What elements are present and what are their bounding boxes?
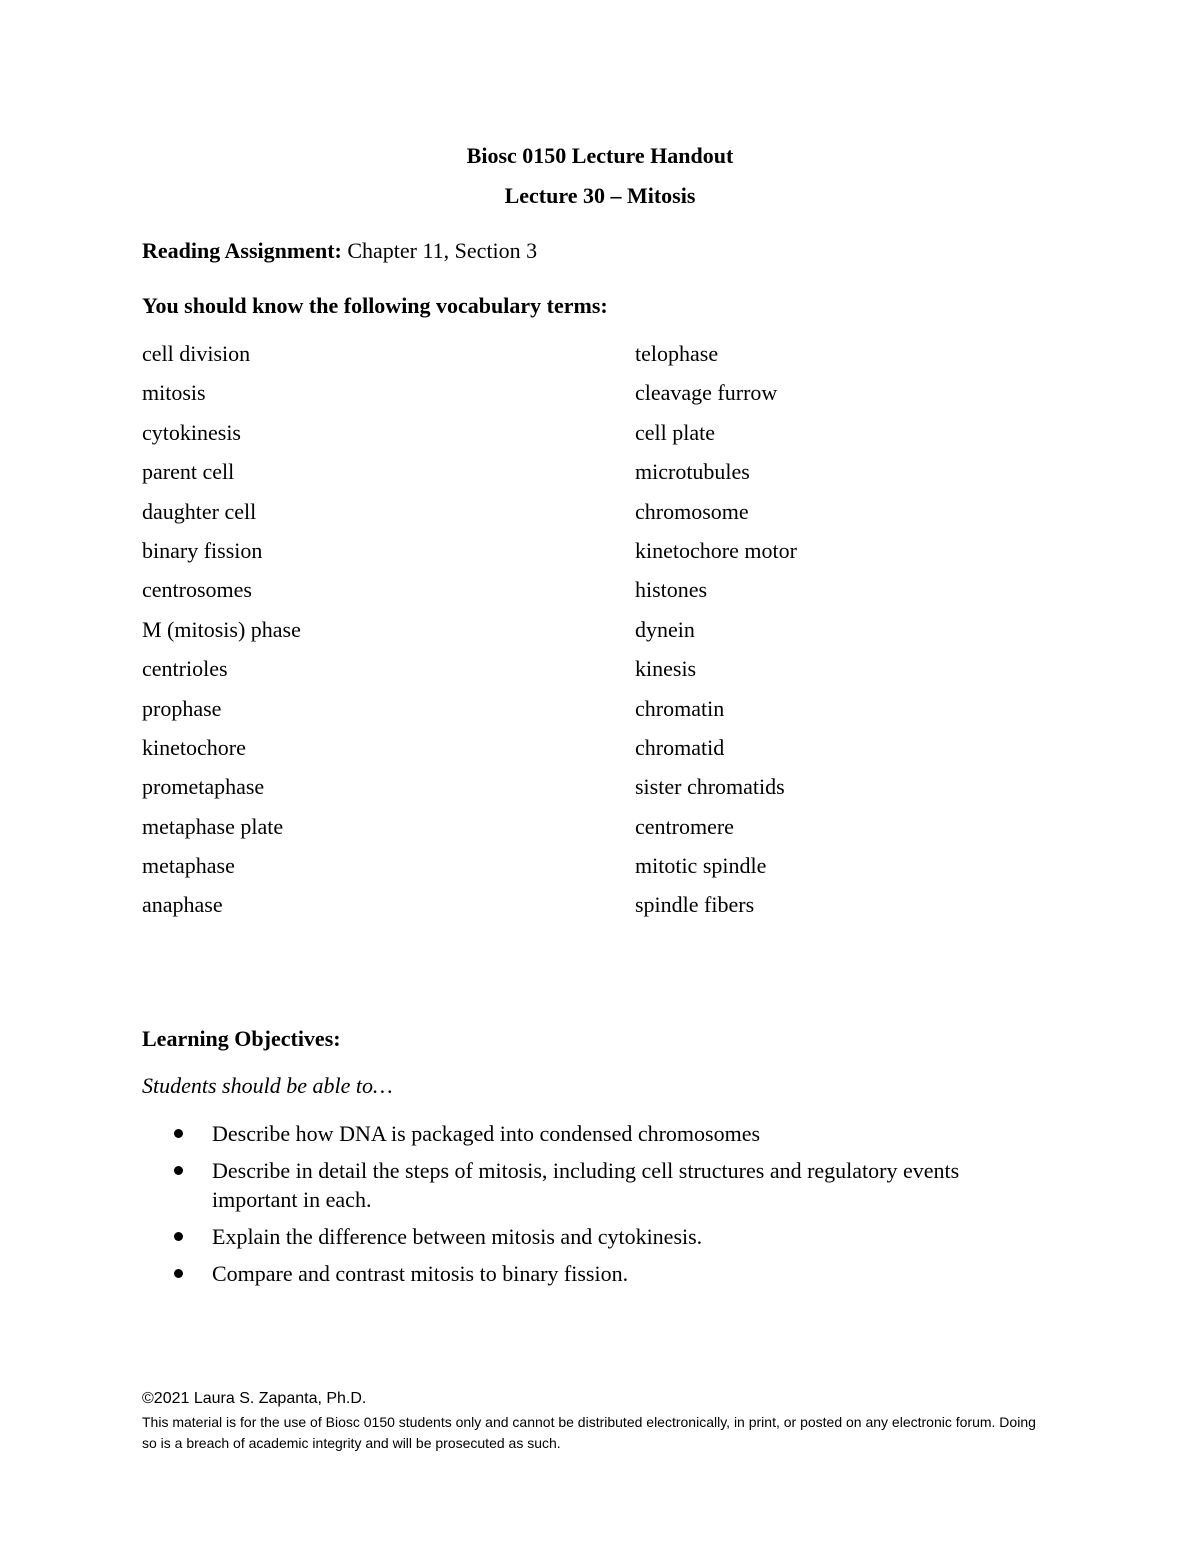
vocab-term: kinetochore	[142, 734, 246, 760]
vocab-term: telophase	[635, 341, 719, 366]
vocab-term: chromatin	[635, 695, 725, 721]
vocab-list-right	[635, 340, 797, 931]
vocab-term: microtubules	[635, 459, 750, 485]
bullet-icon	[174, 1269, 183, 1278]
vocab-term: histones	[635, 577, 708, 603]
vocab-term: binary fission	[142, 537, 263, 563]
vocab-term: cleavage furrow	[635, 380, 778, 406]
vocab-term: centrosomes	[142, 577, 252, 603]
vocab-term: kinetochore motor	[635, 537, 797, 563]
reading-assignment-label: Reading Assignment:	[142, 238, 342, 263]
learning-objectives-heading: Learning Objectives:	[142, 1026, 341, 1051]
vocab-term: chromatid	[635, 734, 725, 760]
vocab-term: metaphase	[142, 853, 235, 879]
vocab-term: prometaphase	[142, 774, 265, 800]
vocab-term: centromere	[635, 813, 734, 839]
vocab-list-left	[142, 340, 301, 931]
vocab-term: dynein	[635, 616, 695, 642]
vocab-term: mitosis	[142, 380, 206, 406]
vocab-term: chromosome	[635, 498, 749, 524]
vocab-term: kinesis	[635, 656, 697, 682]
reading-assignment	[142, 237, 537, 265]
bullet-icon	[174, 1166, 183, 1175]
vocab-term: prophase	[142, 695, 222, 721]
vocab-term: cytokinesis	[142, 419, 241, 445]
vocab-term: anaphase	[142, 892, 223, 918]
bullet-icon	[174, 1232, 183, 1241]
vocab-term: mitotic spindle	[635, 853, 767, 879]
vocab-term: metaphase plate	[142, 813, 284, 839]
objective-item	[0, 1119, 1200, 1148]
vocab-term: M (mitosis) phase	[142, 616, 301, 642]
objectives-list	[0, 1119, 1200, 1296]
objective-item	[0, 1222, 1200, 1251]
vocab-heading: You should know the following vocabulary terms:	[142, 293, 608, 318]
objective-item	[0, 1259, 1200, 1288]
vocab-term: daughter cell	[142, 498, 257, 524]
usage-notice: This material is for the use of Biosc 0150 students only and cannot be distributed electronically, in print, or posted on any electronic forum. Doing so is a breach of academic integrity and will be prosecuted as such.	[142, 1414, 1036, 1451]
lecture-title: Lecture 30 – Mitosis	[504, 183, 696, 208]
vocab-term: parent cell	[142, 459, 235, 485]
objective-text: Explain the difference between mitosis and cytokinesis.	[212, 1224, 703, 1249]
page-title: Biosc 0150 Lecture Handout	[466, 143, 734, 168]
copyright-notice: ©2021 Laura S. Zapanta, Ph.D.	[142, 1390, 367, 1407]
vocab-term: cell division	[142, 341, 251, 366]
reading-assignment-value: Chapter 11, Section 3	[347, 238, 538, 263]
vocab-term: sister chromatids	[635, 774, 785, 800]
objective-item	[0, 1156, 1200, 1214]
vocab-term: cell plate	[635, 419, 716, 445]
vocab-term: centrioles	[142, 656, 228, 682]
objective-text: Compare and contrast mitosis to binary fission.	[212, 1261, 629, 1286]
objective-text: Describe in detail the steps of mitosis, including cell structures and regulatory events important in each.	[212, 1158, 960, 1212]
vocab-term: spindle fibers	[635, 892, 755, 918]
objective-text: Describe how DNA is packaged into condensed chromosomes	[212, 1121, 761, 1146]
bullet-icon	[174, 1129, 183, 1138]
learning-objectives-intro: Students should be able to…	[142, 1073, 393, 1098]
footer	[142, 1388, 1042, 1454]
